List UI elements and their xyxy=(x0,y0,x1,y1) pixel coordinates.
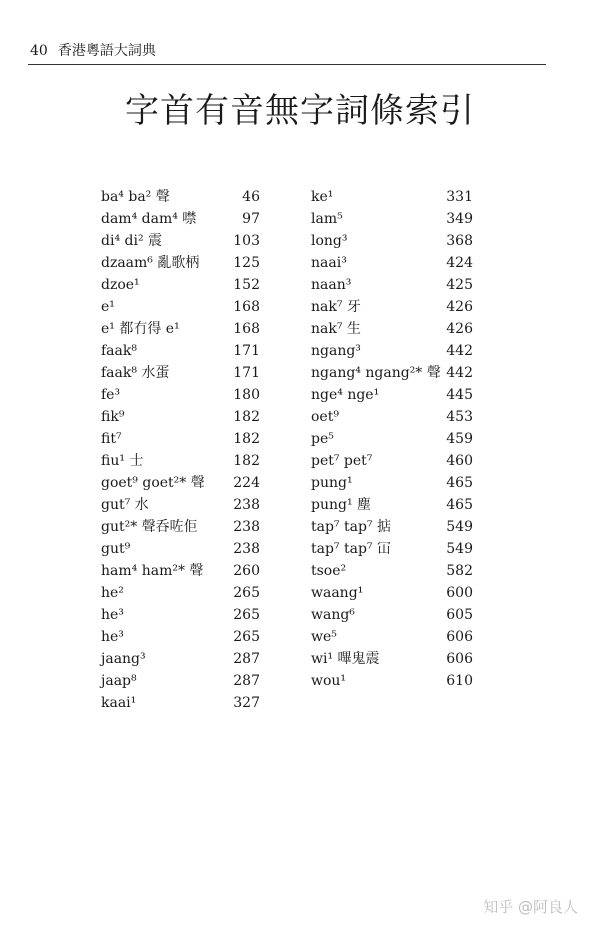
index-entry xyxy=(311,560,473,582)
entry-term: dzaam⁶ 亂歌柄 xyxy=(101,255,200,271)
index-entry xyxy=(311,274,473,296)
entry-page: 453 xyxy=(446,409,473,425)
index-entry xyxy=(101,648,260,670)
entry-term: goet⁹ goet²* 聲 xyxy=(101,475,205,491)
entry-page: 426 xyxy=(446,299,473,315)
index-entry xyxy=(311,428,473,450)
entry-term: he² xyxy=(101,585,124,601)
entry-term: wang⁶ xyxy=(311,607,355,623)
entry-term: naai³ xyxy=(311,255,347,271)
entry-term: dam⁴ dam⁴ 噤 xyxy=(101,211,197,227)
index-entry xyxy=(311,538,473,560)
entry-page: 287 xyxy=(233,673,260,689)
entry-term: he³ xyxy=(101,629,124,645)
entry-page: 182 xyxy=(233,409,260,425)
index-entry xyxy=(311,604,473,626)
entry-term: ngang³ xyxy=(311,343,361,359)
index-entry xyxy=(101,274,260,296)
entry-page: 445 xyxy=(446,387,473,403)
index-entry xyxy=(101,670,260,692)
entry-term: naan³ xyxy=(311,277,352,293)
index-entry xyxy=(311,406,473,428)
entry-term: pung¹ xyxy=(311,475,353,491)
page-number: 40 xyxy=(30,43,48,59)
index-entry xyxy=(311,582,473,604)
entry-page: 152 xyxy=(233,277,260,293)
entry-page: 168 xyxy=(233,299,260,315)
entry-term: ham⁴ ham²* 聲 xyxy=(101,563,204,579)
header-rule xyxy=(28,64,546,65)
entry-term: jaang³ xyxy=(101,651,146,667)
index-column-left xyxy=(101,186,260,714)
index-entry xyxy=(101,604,260,626)
index-entry xyxy=(101,450,260,472)
page-title: 字首有音無字詞條索引 xyxy=(125,91,475,131)
index-entry xyxy=(101,516,260,538)
index-entry xyxy=(101,230,260,252)
index-entry xyxy=(101,538,260,560)
entry-page: 238 xyxy=(233,497,260,513)
entry-term: he³ xyxy=(101,607,124,623)
entry-page: 97 xyxy=(242,211,260,227)
entry-term: pung¹ 塵 xyxy=(311,497,372,513)
index-entry xyxy=(101,252,260,274)
entry-term: gut⁷ 水 xyxy=(101,497,149,513)
entry-term: wi¹ 嗶鬼震 xyxy=(311,651,380,667)
index-entry xyxy=(101,384,260,406)
entry-page: 349 xyxy=(446,211,473,227)
entry-page: 265 xyxy=(233,629,260,645)
entry-page: 168 xyxy=(233,321,260,337)
entry-page: 171 xyxy=(233,365,260,381)
entry-page: 549 xyxy=(446,519,473,535)
entry-page: 465 xyxy=(446,475,473,491)
entry-page: 46 xyxy=(242,189,260,205)
index-entry xyxy=(101,582,260,604)
entry-term: nak⁷ 生 xyxy=(311,321,361,337)
index-entry xyxy=(311,516,473,538)
entry-page: 424 xyxy=(446,255,473,271)
index-entry xyxy=(311,648,473,670)
index-entry xyxy=(101,472,260,494)
index-column-right xyxy=(311,186,473,692)
index-entry xyxy=(311,186,473,208)
entry-page: 260 xyxy=(233,563,260,579)
index-entry xyxy=(311,362,473,384)
entry-page: 327 xyxy=(233,695,260,711)
index-entry xyxy=(311,670,473,692)
entry-term: long³ xyxy=(311,233,348,249)
entry-term: waang¹ xyxy=(311,585,364,601)
entry-term: fit⁷ xyxy=(101,431,122,447)
entry-page: 238 xyxy=(233,541,260,557)
entry-term: jaap⁸ xyxy=(101,673,137,689)
entry-term: gut⁹ xyxy=(101,541,131,557)
index-entry xyxy=(101,340,260,362)
entry-term: kaai¹ xyxy=(101,695,137,711)
entry-term: ba⁴ ba² 聲 xyxy=(101,189,170,205)
index-entry xyxy=(101,494,260,516)
entry-page: 460 xyxy=(446,453,473,469)
entry-term: fik⁹ xyxy=(101,409,125,425)
book-title: 香港粵語大詞典 xyxy=(57,43,156,59)
index-entry xyxy=(101,560,260,582)
entry-term: fe³ xyxy=(101,387,121,403)
index-entry xyxy=(311,340,473,362)
index-entry xyxy=(311,318,473,340)
index-entry xyxy=(101,362,260,384)
entry-page: 265 xyxy=(233,607,260,623)
entry-page: 606 xyxy=(446,651,473,667)
entry-term: e¹ 都冇得 e¹ xyxy=(101,321,180,337)
entry-page: 287 xyxy=(233,651,260,667)
index-entry xyxy=(101,186,260,208)
entry-term: oet⁹ xyxy=(311,409,339,425)
entry-term: ke¹ xyxy=(311,189,334,205)
entry-page: 238 xyxy=(233,519,260,535)
entry-term: lam⁵ xyxy=(311,211,343,227)
entry-page: 224 xyxy=(233,475,260,491)
running-head xyxy=(30,40,156,60)
entry-page: 426 xyxy=(446,321,473,337)
entry-term: tsoe² xyxy=(311,563,347,579)
entry-page: 582 xyxy=(446,563,473,579)
entry-page: 600 xyxy=(446,585,473,601)
entry-term: nak⁷ 牙 xyxy=(311,299,361,315)
index-entry xyxy=(311,208,473,230)
index-entry xyxy=(101,296,260,318)
index-entry xyxy=(101,626,260,648)
index-entry xyxy=(311,450,473,472)
index-entry xyxy=(311,230,473,252)
entry-term: wou¹ xyxy=(311,673,347,689)
entry-page: 265 xyxy=(233,585,260,601)
entry-term: fiu¹ 士 xyxy=(101,453,144,469)
entry-page: 606 xyxy=(446,629,473,645)
entry-term: we⁵ xyxy=(311,629,337,645)
entry-term: tap⁷ tap⁷ 掂 xyxy=(311,519,391,535)
entry-page: 610 xyxy=(446,673,473,689)
index-entry xyxy=(311,626,473,648)
entry-page: 425 xyxy=(446,277,473,293)
entry-page: 459 xyxy=(446,431,473,447)
entry-page: 442 xyxy=(446,365,473,381)
entry-page: 331 xyxy=(446,189,473,205)
entry-page: 180 xyxy=(233,387,260,403)
index-entry xyxy=(311,296,473,318)
entry-term: pe⁵ xyxy=(311,431,334,447)
index-entry xyxy=(311,472,473,494)
entry-term: gut²* 聲呑咗佢 xyxy=(101,519,198,535)
entry-term: e¹ xyxy=(101,299,115,315)
index-entry xyxy=(311,494,473,516)
entry-page: 125 xyxy=(233,255,260,271)
entry-page: 182 xyxy=(233,431,260,447)
index-entry xyxy=(101,208,260,230)
entry-term: dzoe¹ xyxy=(101,277,140,293)
entry-term: tap⁷ tap⁷ 冚 xyxy=(311,541,391,557)
index-entry xyxy=(311,384,473,406)
entry-term: faak⁸ xyxy=(101,343,137,359)
entry-term: di⁴ di² 震 xyxy=(101,233,163,249)
index-entry xyxy=(101,406,260,428)
entry-page: 171 xyxy=(233,343,260,359)
index-entry xyxy=(101,428,260,450)
entry-page: 103 xyxy=(233,233,260,249)
entry-page: 368 xyxy=(446,233,473,249)
watermark: 知乎 @阿良人 xyxy=(483,898,578,916)
entry-page: 605 xyxy=(446,607,473,623)
entry-page: 465 xyxy=(446,497,473,513)
entry-page: 442 xyxy=(446,343,473,359)
index-entry xyxy=(101,692,260,714)
entry-term: nge⁴ nge¹ xyxy=(311,387,380,403)
entry-term: ngang⁴ ngang²* 聲 xyxy=(311,365,441,381)
entry-term: faak⁸ 水蛋 xyxy=(101,365,170,381)
entry-page: 182 xyxy=(233,453,260,469)
entry-term: pet⁷ pet⁷ xyxy=(311,453,373,469)
entry-page: 549 xyxy=(446,541,473,557)
index-entry xyxy=(311,252,473,274)
index-entry xyxy=(101,318,260,340)
